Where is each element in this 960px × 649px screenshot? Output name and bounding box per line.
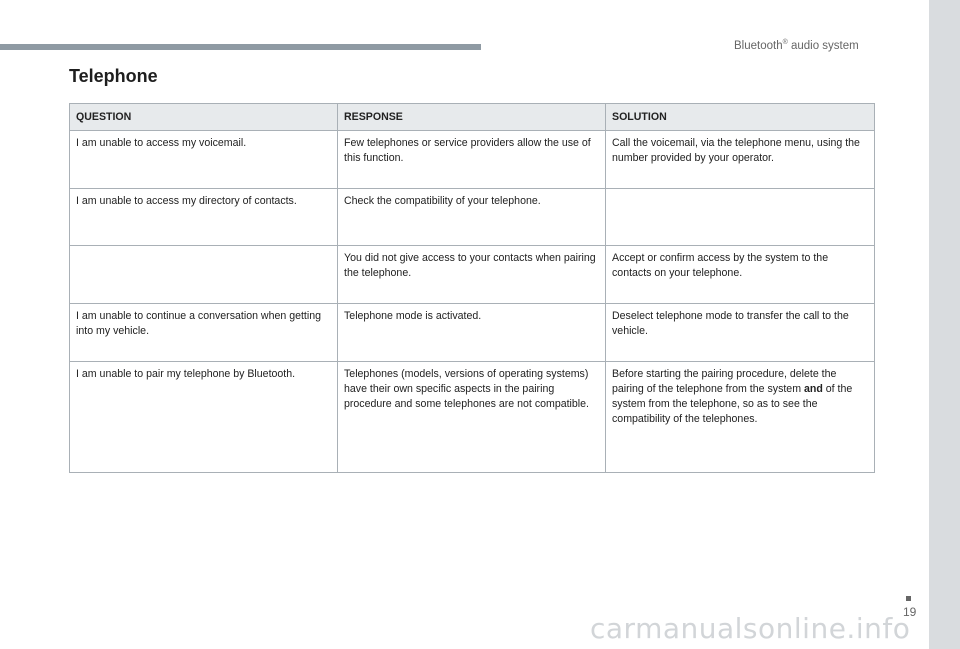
question-cell: I am unable to access my directory of contacts. xyxy=(70,189,338,246)
table-row xyxy=(70,189,875,246)
table-row xyxy=(70,131,875,189)
response-cell: You did not give access to your contacts when pairing the telephone. xyxy=(338,246,606,304)
header-trademark: ® xyxy=(782,39,788,46)
response-cell: Few telephones or service providers allow the use of this function. xyxy=(338,131,606,189)
solution-text-part2: of the system from the telephone, so as to see the compatibility of the telephones. xyxy=(612,383,853,425)
header-title-rest: audio system xyxy=(787,39,859,52)
response-cell: Telephone mode is activated. xyxy=(338,304,606,362)
solution-text-part1: Before starting the pairing procedure, delete the pairing of the telephone from the system xyxy=(612,368,837,395)
table-header-row xyxy=(70,104,875,131)
column-header-response: RESPONSE xyxy=(338,104,606,131)
solution-cell: Accept or confirm access by the system to the contacts on your telephone. xyxy=(606,246,875,304)
chapter-header xyxy=(734,39,859,52)
solution-cell: Call the voicemail, via the telephone menu, using the number provided by your operator. xyxy=(606,131,875,189)
column-header-solution: SOLUTION xyxy=(606,104,875,131)
watermark: carmanualsonline.info xyxy=(590,612,911,645)
column-header-question: QUESTION xyxy=(70,104,338,131)
question-cell xyxy=(70,246,338,304)
faq-table xyxy=(69,103,875,473)
header-brand: Bluetooth xyxy=(734,39,783,52)
solution-text-bold: and xyxy=(803,383,823,395)
response-cell: Check the compatibility of your telephone. xyxy=(338,189,606,246)
question-cell: I am unable to pair my telephone by Bluetooth. xyxy=(70,362,338,473)
table-row xyxy=(70,362,875,473)
solution-cell xyxy=(606,362,875,473)
side-strip xyxy=(929,0,960,649)
question-cell: I am unable to access my voicemail. xyxy=(70,131,338,189)
table-row xyxy=(70,246,875,304)
page-number: 19 xyxy=(903,605,917,619)
solution-cell: Deselect telephone mode to transfer the call to the vehicle. xyxy=(606,304,875,362)
solution-cell xyxy=(606,189,875,246)
header-rule xyxy=(0,44,481,50)
response-cell: Telephones (models, versions of operating systems) have their own specific aspects in the pairing procedure and some telephones are not compatible. xyxy=(338,362,606,473)
table-row xyxy=(70,304,875,362)
page-marker xyxy=(906,596,911,601)
question-cell: I am unable to continue a conversation when getting into my vehicle. xyxy=(70,304,338,362)
section-title: Telephone xyxy=(69,66,158,86)
